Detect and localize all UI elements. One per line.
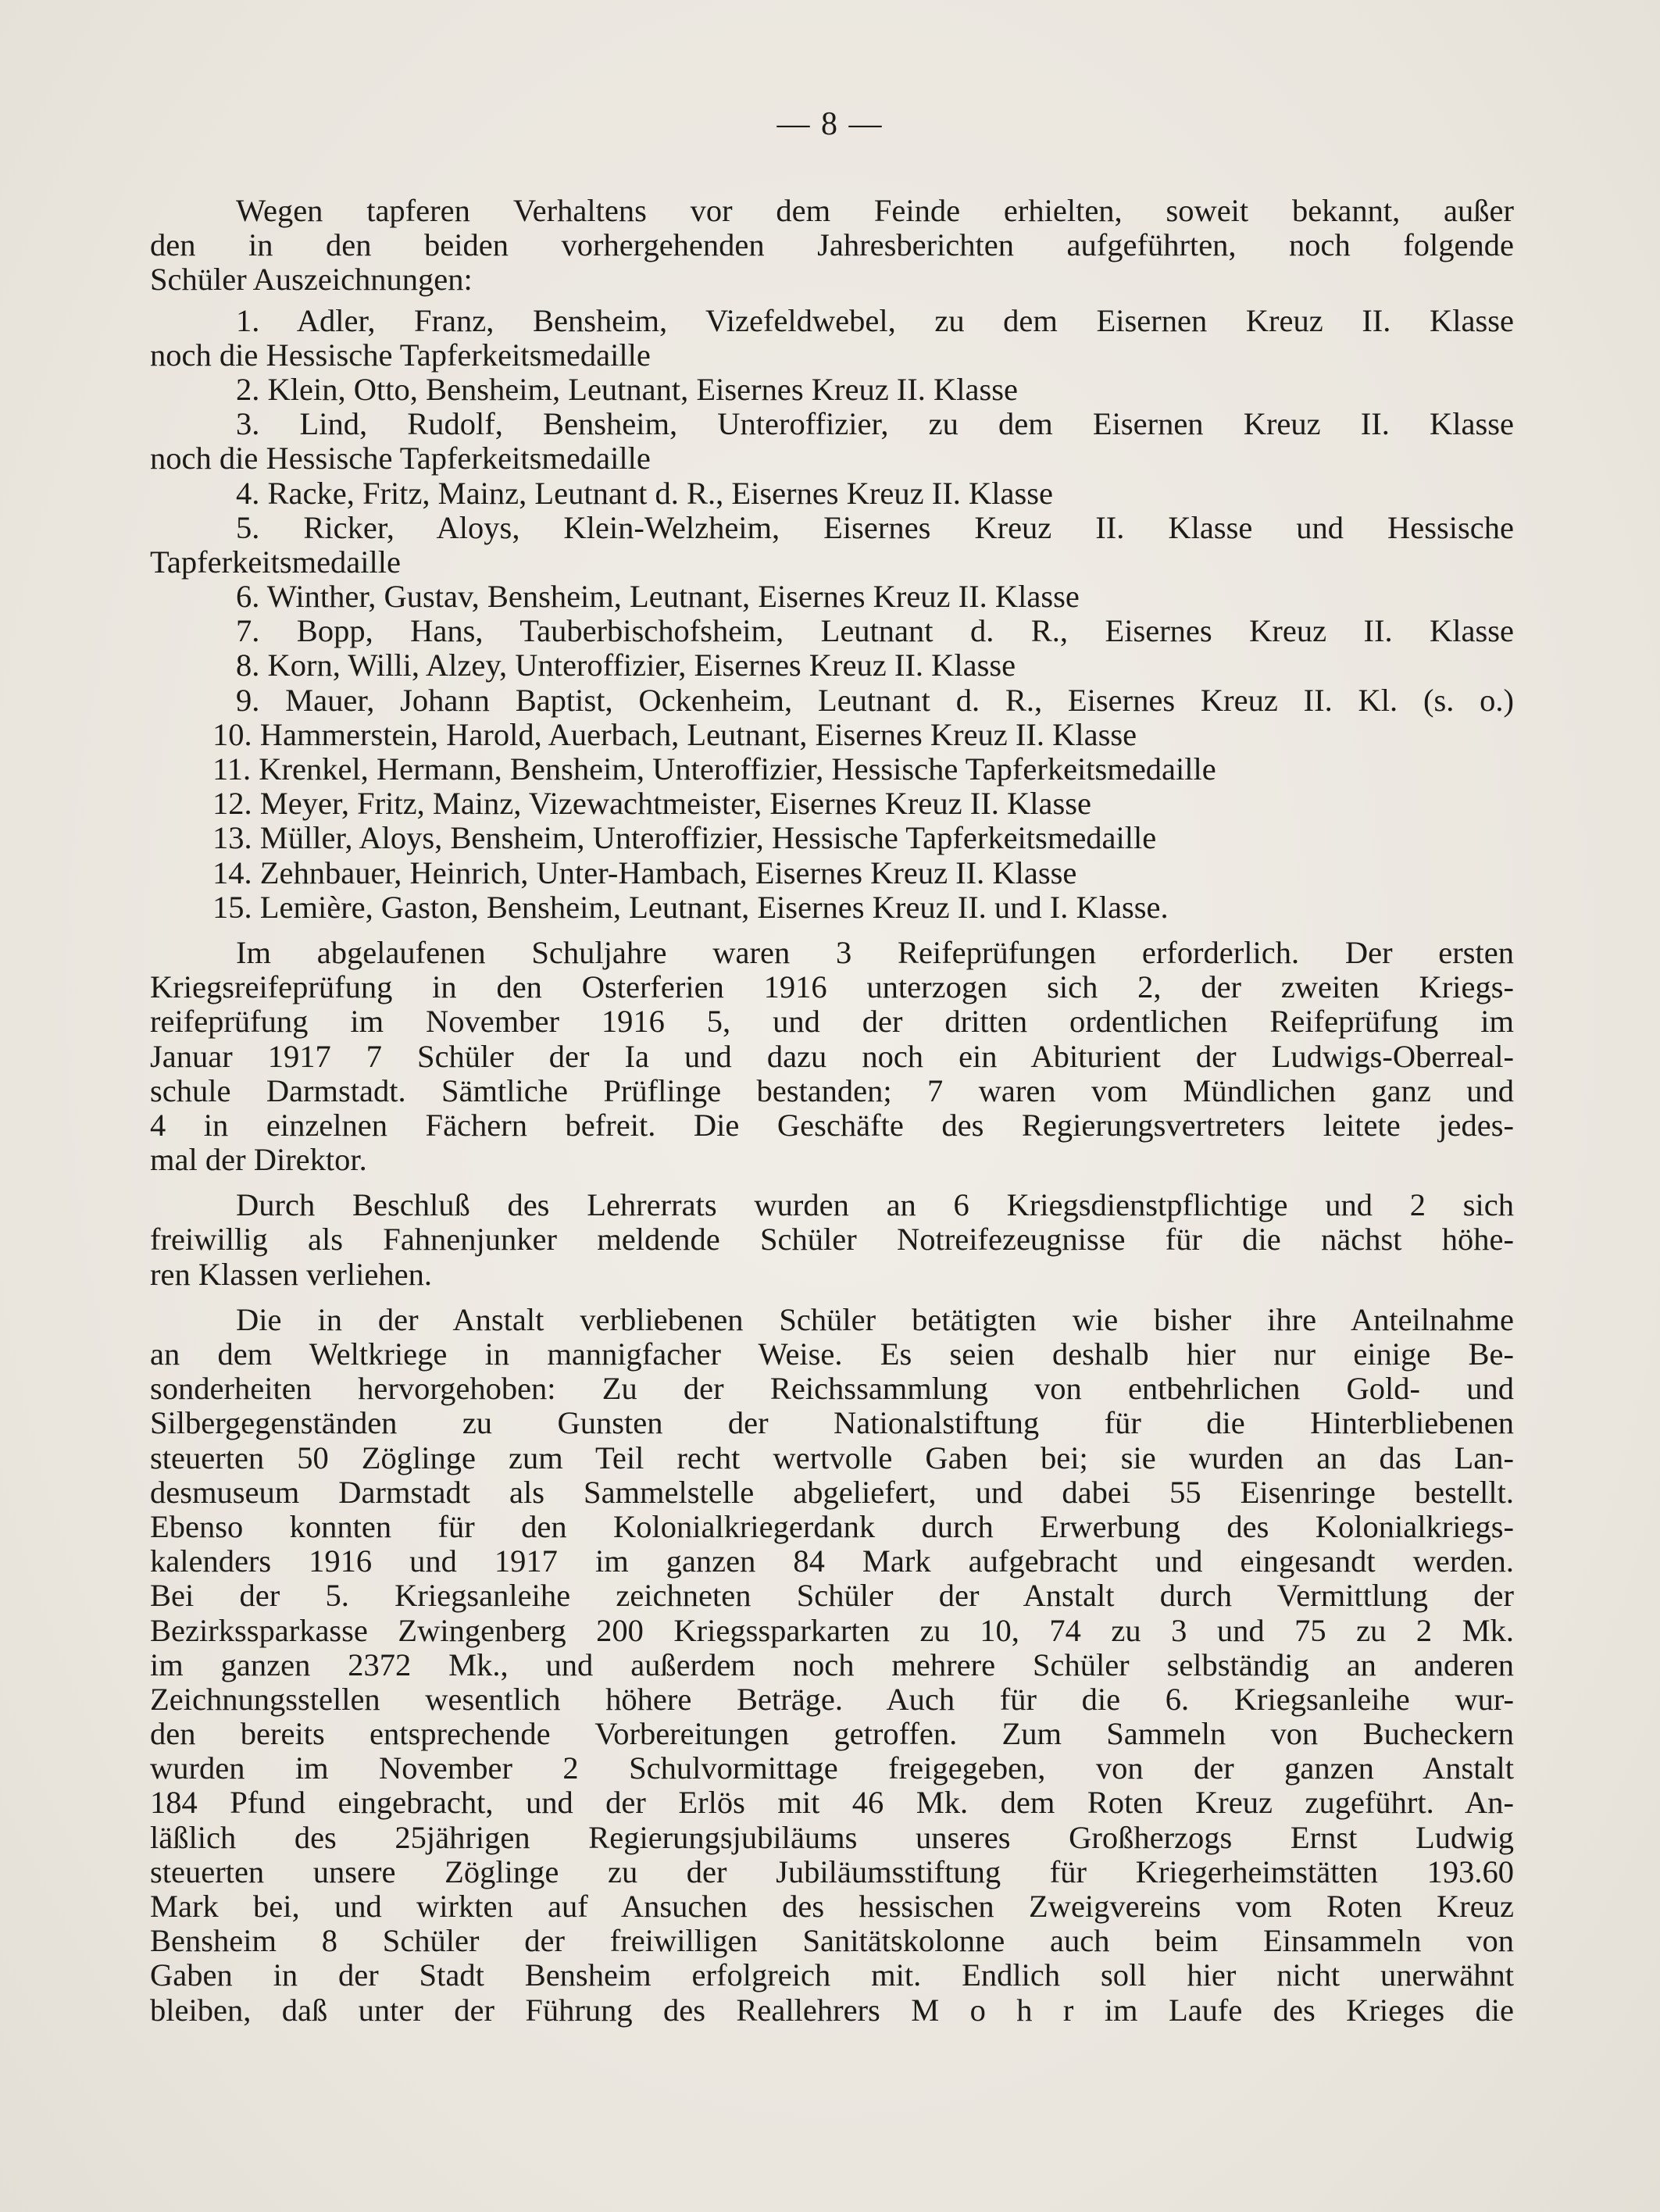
award-item	[150, 648, 1514, 683]
text-line: reifeprüfung im November 1916 5, und der dritten ordentlichen Reifeprüfung im	[150, 1004, 1514, 1040]
text-line: freiwillig als Fahnenjunker meldende Schüler Notreifezeugnisse für die nächst höhe-	[150, 1222, 1514, 1258]
text-line: den in den beiden vorhergehenden Jahresberichten aufgeführten, noch folgende	[150, 228, 1514, 263]
award-item	[150, 373, 1514, 407]
text-line: an dem Weltkriege in mannigfacher Weise. Es seien deshalb hier nur einige Be-	[150, 1337, 1514, 1372]
award-item	[150, 476, 1514, 511]
award-item	[150, 752, 1514, 787]
award-item	[150, 407, 1514, 476]
text-line: ren Klassen verliehen.	[150, 1257, 432, 1292]
award-line: 1. Adler, Franz, Bensheim, Vizefeldwebel, zu dem Eisernen Kreuz II. Klasse	[236, 303, 1514, 338]
intro-paragraph	[150, 194, 1514, 298]
award-line: 15. Lemière, Gaston, Bensheim, Leutnant, Eisernes Kreuz II. und I. Klasse.	[212, 890, 1169, 925]
text-line: läßlich des 25jährigen Regierungsjubiläums unseres Großherzogs Ernst Ludwig	[150, 1820, 1514, 1855]
award-item	[150, 614, 1514, 648]
text-line: Januar 1917 7 Schüler der Ia und dazu noch ein Abiturient der Ludwigs-Oberreal-	[150, 1039, 1514, 1074]
award-line: 5. Ricker, Aloys, Klein-Welzheim, Eisernes Kreuz II. Klasse und Hessische	[236, 510, 1514, 545]
text-body	[150, 194, 1514, 2028]
award-line: 8. Korn, Willi, Alzey, Unteroffizier, Eisernes Kreuz II. Klasse	[236, 648, 1016, 683]
weltkrieg-paragraph	[150, 1303, 1514, 2028]
text-line: Bensheim 8 Schüler der freiwilligen Sanitätskolonne auch beim Einsammeln von	[150, 1924, 1514, 1959]
text-line: steuerten 50 Zöglinge zum Teil recht wertvolle Gaben bei; sie wurden an das Lan-	[150, 1440, 1514, 1475]
text-line: kalenders 1916 und 1917 im ganzen 84 Mark aufgebracht und eingesandt werden.	[150, 1544, 1514, 1579]
text-line: Kriegsreifeprüfung in den Osterferien 1916 unterzogen sich 2, der zweiten Kriegs-	[150, 970, 1514, 1005]
award-list	[150, 304, 1514, 925]
text-line: Bezirkssparkasse Zwingenberg 200 Kriegssparkarten zu 10, 74 zu 3 und 75 zu 2 Mk.	[150, 1613, 1514, 1648]
award-item	[150, 821, 1514, 855]
text-line: Im abgelaufenen Schuljahre waren 3 Reifeprüfungen erforderlich. Der ersten	[236, 935, 1514, 970]
award-line: 14. Zehnbauer, Heinrich, Unter-Hambach, Eisernes Kreuz II. Klasse	[212, 855, 1077, 890]
text-line: Wegen tapferen Verhaltens vor dem Feinde erhielten, soweit bekannt, außer	[236, 194, 1514, 228]
text-line: Bei der 5. Kriegsanleihe zeichneten Schüler der Anstalt durch Vermittlung der	[150, 1579, 1514, 1614]
award-item	[150, 580, 1514, 614]
award-line: noch die Hessische Tapferkeitsmedaille	[150, 337, 651, 373]
award-line: 11. Krenkel, Hermann, Bensheim, Unteroffizier, Hessische Tapferkeitsmedaille	[212, 752, 1216, 787]
text-line: 4 in einzelnen Fächern befreit. Die Geschäfte des Regierungsvertreters leitete jedes-	[150, 1108, 1514, 1143]
award-item	[150, 511, 1514, 580]
text-line: Ebenso konnten für den Kolonialkriegerdank durch Erwerbung des Kolonialkriegs-	[150, 1509, 1514, 1544]
text-line: Silbergegenständen zu Gunsten der Nationalstiftung für die Hinterbliebenen	[150, 1406, 1514, 1441]
award-line: 12. Meyer, Fritz, Mainz, Vizewachtmeister, Eisernes Kreuz II. Klasse	[212, 787, 1091, 822]
text-line: sonderheiten hervorgehoben: Zu der Reichssammlung von entbehrlichen Gold- und	[150, 1372, 1514, 1407]
award-line: 9. Mauer, Johann Baptist, Ockenheim, Leutnant d. R., Eisernes Kreuz II. Kl. (s. o.)	[236, 683, 1514, 718]
text-line: Zeichnungsstellen wesentlich höhere Beträge. Auch für die 6. Kriegsanleihe wur-	[150, 1682, 1514, 1717]
text-line: schule Darmstadt. Sämtliche Prüflinge bestanden; 7 waren vom Mündlichen ganz und	[150, 1073, 1514, 1108]
award-item	[150, 787, 1514, 821]
reife-paragraph	[150, 936, 1514, 1177]
award-item	[150, 718, 1514, 752]
text-line: steuerten unsere Zöglinge zu der Jubiläumsstiftung für Kriegerheimstätten 193.60	[150, 1854, 1514, 1889]
notreife-paragraph	[150, 1188, 1514, 1292]
text-line: wurden im November 2 Schulvormittage freigegeben, von der ganzen Anstalt	[150, 1751, 1514, 1786]
award-line: 7. Bopp, Hans, Tauberbischofsheim, Leutnant d. R., Eisernes Kreuz II. Klasse	[236, 614, 1514, 649]
text-line: Gaben in der Stadt Bensheim erfolgreich mit. Endlich soll hier nicht unerwähnt	[150, 1958, 1514, 1993]
text-line: desmuseum Darmstadt als Sammelstelle abgeliefert, und dabei 55 Eisenringe bestellt.	[150, 1475, 1514, 1510]
page-number: — 8 —	[776, 106, 884, 142]
text-line: Durch Beschluß des Lehrerrats wurden an 6 Kriegsdienstpflichtige und 2 sich	[236, 1188, 1514, 1223]
text-line: 184 Pfund eingebracht, und der Erlös mit 46 Mk. dem Roten Kreuz zugeführt. An-	[150, 1786, 1514, 1821]
award-line: 6. Winther, Gustav, Bensheim, Leutnant, Eisernes Kreuz II. Klasse	[236, 580, 1080, 615]
award-line: 13. Müller, Aloys, Bensheim, Unteroffizier, Hessische Tapferkeitsmedaille	[212, 821, 1157, 856]
award-item	[150, 890, 1514, 925]
award-line: noch die Hessische Tapferkeitsmedaille	[150, 441, 651, 476]
award-item	[150, 304, 1514, 373]
text-line: Schüler Auszeichnungen:	[150, 262, 473, 298]
text-line: bleiben, daß unter der Führung des Reallehrers M o h r im Laufe des Krieges die	[150, 1993, 1514, 2028]
text-line: Die in der Anstalt verbliebenen Schüler betätigten wie bisher ihre Anteilnahme	[236, 1302, 1514, 1337]
award-line: 4. Racke, Fritz, Mainz, Leutnant d. R., Eisernes Kreuz II. Klasse	[236, 476, 1053, 511]
text-line: mal der Direktor.	[150, 1143, 367, 1178]
award-line: 3. Lind, Rudolf, Bensheim, Unteroffizier, zu dem Eisernen Kreuz II. Klasse	[236, 407, 1514, 442]
text-line: den bereits entsprechende Vorbereitungen getroffen. Zum Sammeln von Bucheckern	[150, 1717, 1514, 1752]
text-line: Mark bei, und wirkten auf Ansuchen des hessischen Zweigvereins vom Roten Kreuz	[150, 1889, 1514, 1924]
award-line: 10. Hammerstein, Harold, Auerbach, Leutnant, Eisernes Kreuz II. Klasse	[212, 717, 1137, 752]
award-item	[150, 856, 1514, 890]
award-item	[150, 683, 1514, 718]
award-line: 2. Klein, Otto, Bensheim, Leutnant, Eisernes Kreuz II. Klasse	[236, 372, 1018, 407]
award-line: Tapferkeitsmedaille	[150, 544, 402, 580]
text-line: im ganzen 2372 Mk., und außerdem noch mehrere Schüler selbständig an anderen	[150, 1647, 1514, 1682]
